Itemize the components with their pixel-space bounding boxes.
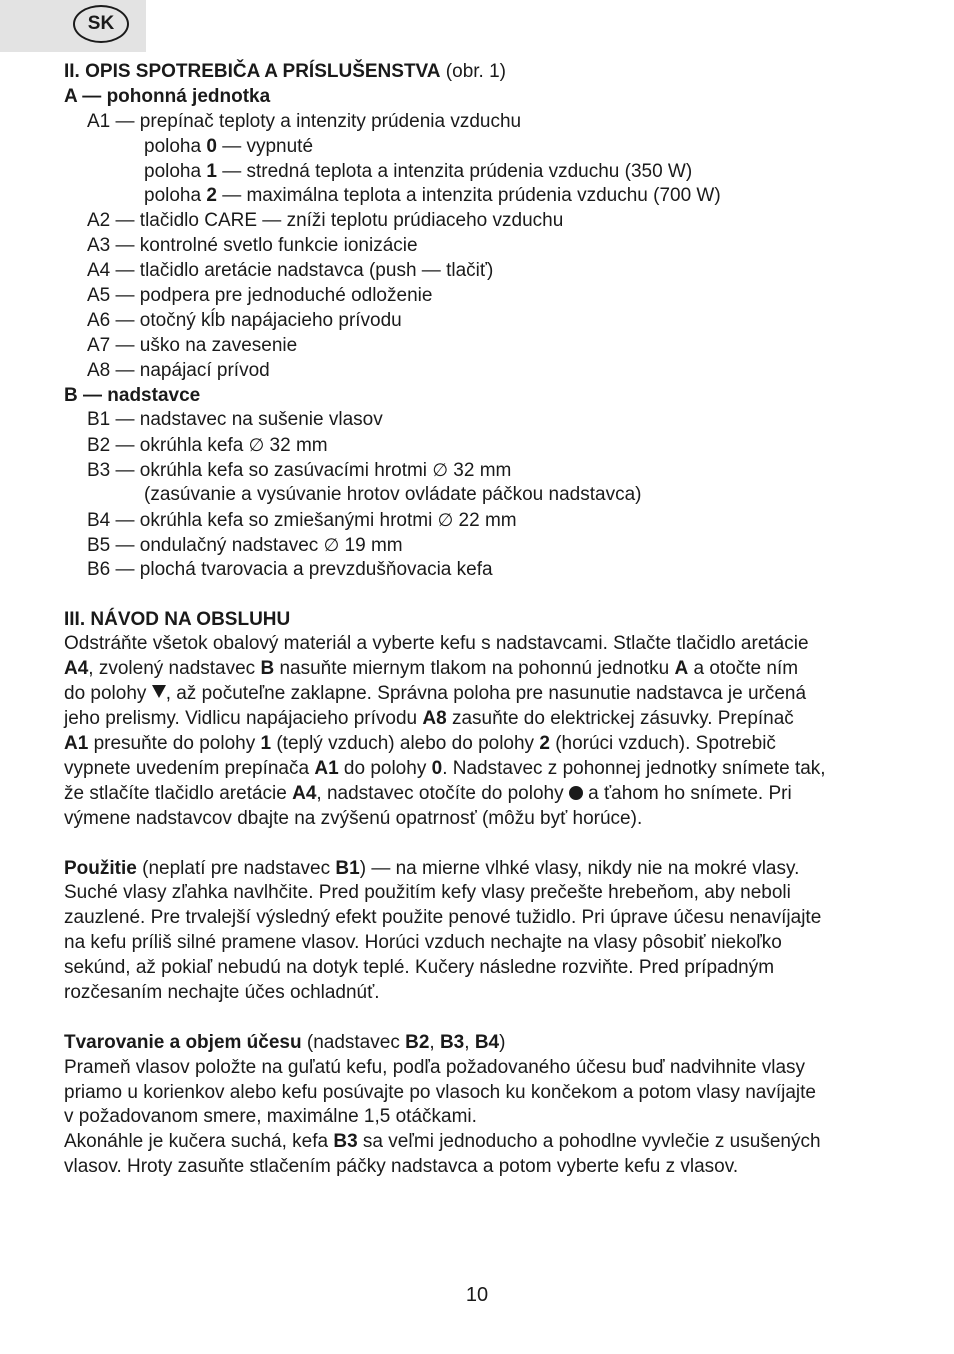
list-item-a1: A1 — prepínač teploty a intenzity prúdenia vzduchu <box>87 110 522 132</box>
list-item-b1: B1 — nadstavec na sušenie vlasov <box>87 409 383 431</box>
list-item-position-2: poloha 2 — maximálna teplota a intenzita prúdenia vzduchu (700 W) <box>144 185 721 207</box>
paragraph-styling: Tvarovanie a objem účesu (nadstavec B2, B3, B4) Prameň vlasov položte na guľatú kefu, podľa požadovaného účesu buď nadvihnite vlasy priamo u korienkov alebo kefu posúvajte po vlasoch ku končekom a potom vlasy navíjajte v požadovanom smere, maximálne 1,5 otáčkami. Akonáhle je kučera suchá, kefa B3 sa veľmi jednoducho a pohodlne vyvlečie z usušených vlasov. Hroty zasuňte stlačením páčky nadstavca a potom vyberte kefu z vlasov. <box>64 1031 821 1178</box>
list-item-a8: A8 — napájací prívod <box>87 359 270 381</box>
list-item-position-0: poloha 0 — vypnuté <box>144 135 314 157</box>
triangle-down-icon <box>152 685 166 698</box>
language-tab <box>0 0 146 52</box>
list-item-a3: A3 — kontrolné svetlo funkcie ionizácie <box>87 235 418 257</box>
list-item-a6: A6 — otočný kĺb napájacieho prívodu <box>87 309 402 331</box>
paragraph-operation: Odstráňte všetok obalový materiál a vyberte kefu s nadstavcami. Stlačte tlačidlo aretácie A4, zvolený nadstavec B nasuňte miernym tlakom na pohonnú jednotku A a otočte ním do polohy , až počuteľne zaklapne. Správna poloha pre nasunutie nadstavca je určená jeho prelismy. Vidlicu napájacieho prívodu A8 zasuňte do elektrickej zásuvky. Prepínač A1 presuňte do polohy 1 (teplý vzduch) alebo do polohy 2 (horúci vzduch). Spotrebič vypnete uvedením prepínača A1 do polohy 0. Nadstavec z pohonnej jednotky snímete tak, že stlačíte tlačidlo aretácie A4, nadstavec otočíte do polohy a ťahom ho snímete. Pri výmene nadstavcov dbajte na zvýšenú opatrnosť (môžu byť horúce). <box>64 633 826 829</box>
section-title-instructions: III. NÁVOD NA OBSLUHU <box>64 608 291 630</box>
paragraph-usage: Použitie (neplatí pre nadstavec B1) — na mierne vlhké vlasy, nikdy nie na mokré vlasy. Suché vlasy zľahka navlhčite. Pred použitím kefy vlasy prečešte hrebeňom, aby neboli zauzlené. Pre trvalejší výsledný efekt použite penové tužidlo. Pri úprave účesu nenavíjajte na kefu príliš silné pramene vlasov. Horúci vzduch nechajte na vlasy pôsobiť niekoľko sekúnd, až pokiaľ nebudú na dotyk teplé. Kučery následne rozviňte. Pred prípadným rozčesaním nechajte účes ochladnúť. <box>64 857 822 1003</box>
filled-circle-icon <box>569 786 583 800</box>
list-item-a4: A4 — tlačidlo aretácie nadstavca (push — tlačiť) <box>87 260 494 282</box>
list-item-a5: A5 — podpera pre jednoduché odloženie <box>87 285 433 307</box>
section-title-description: II. OPIS SPOTREBIČA A PRÍSLUŠENSTVA (obr. 1) <box>64 61 507 82</box>
manual-content <box>64 60 894 1180</box>
page-number: 10 <box>465 1284 489 1306</box>
list-item-b3: B3 — okrúhla kefa so zasúvacími hrotmi ∅ 32 mm <box>87 460 512 482</box>
list-item-b3-note: (zasúvanie a vysúvanie hrotov ovládate páčkou nadstavca) <box>144 484 642 506</box>
diameter-icon: ∅ <box>248 435 265 456</box>
group-heading-b: B — nadstavce <box>64 384 201 406</box>
diameter-icon: ∅ <box>432 460 448 481</box>
diameter-icon: ∅ <box>437 510 454 531</box>
list-item-b6: B6 — plochá tvarovacia a prevzdušňovacia kefa <box>87 558 493 580</box>
list-item-b2: B2 — okrúhla kefa ∅ 32 mm <box>87 435 328 457</box>
list-item-a7: A7 — uško na zavesenie <box>87 334 298 356</box>
language-badge: SK <box>73 5 129 43</box>
diameter-icon: ∅ <box>323 534 340 555</box>
group-heading-a: A — pohonná jednotka <box>64 85 271 107</box>
list-item-b5: B5 — ondulačný nadstavec ∅ 19 mm <box>87 534 403 556</box>
list-item-position-1: poloha 1 — stredná teplota a intenzita prúdenia vzduchu (350 W) <box>144 160 693 182</box>
list-item-b4: B4 — okrúhla kefa so zmiešanými hrotmi ∅ 22 mm <box>87 510 517 532</box>
list-item-a2: A2 — tlačidlo CARE — zníži teplotu prúdiaceho vzduchu <box>87 210 564 232</box>
